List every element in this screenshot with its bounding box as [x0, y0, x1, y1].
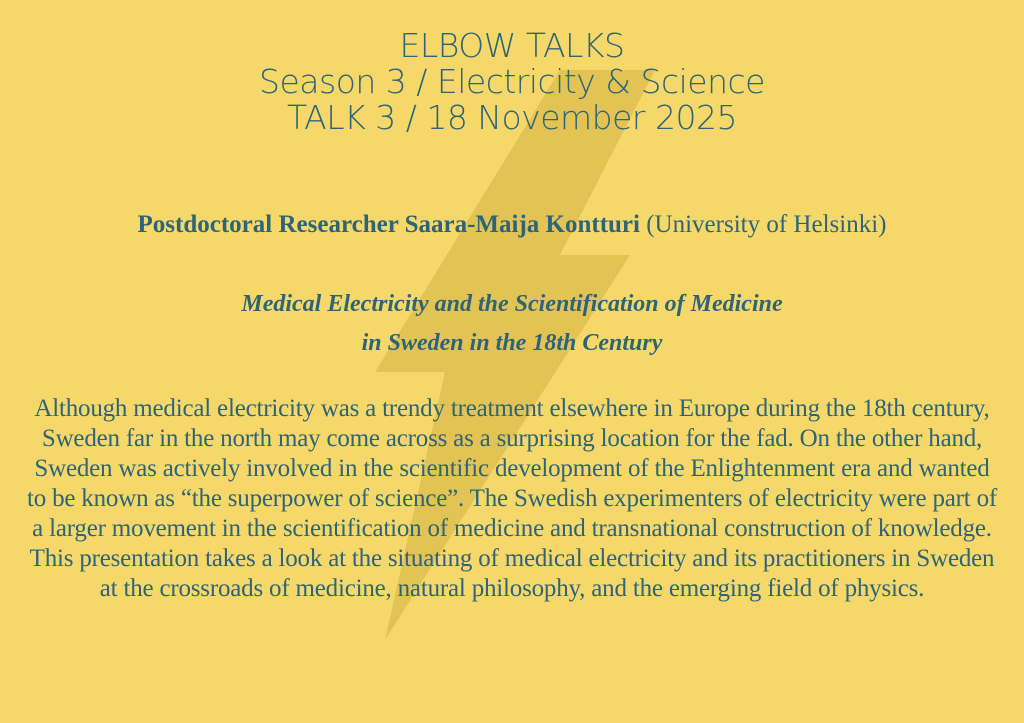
speaker-name: Postdoctoral Researcher Saara-Maija Kontturi	[137, 211, 640, 238]
talk-title-line-2: in Sweden in the 18th Century	[361, 330, 663, 356]
event-header	[0, 28, 1024, 136]
series-title: ELBOW TALKS	[399, 26, 625, 65]
talk-title	[0, 285, 1024, 363]
season-line: Season 3 / Electricity & Science	[259, 62, 765, 101]
speaker-affiliation: (University of Helsinki)	[646, 211, 887, 238]
talk-line: TALK 3 / 18 November 2025	[287, 98, 737, 137]
talk-title-line-1: Medical Electricity and the Scientification of Medicine	[241, 291, 783, 317]
abstract-text: Although medical electricity was a trendy treatment elsewhere in Europe during the 18th century, Sweden far in the north may come across as a surprising location for the fad. On the other hand, Sweden was actively involved in the scientific development of the Enlightenment era and wanted to be known as “the superpower of science”. The Swedish experimenters of electricity were part of a larger movement in the scientification of medicine and transnational construction of knowledge. This presentation takes a look at the situating of medical electricity and its practitioners in Sweden at the crossroads of medicine, natural philosophy, and the emerging field of physics.	[26, 395, 998, 602]
speaker-line	[0, 210, 1024, 240]
